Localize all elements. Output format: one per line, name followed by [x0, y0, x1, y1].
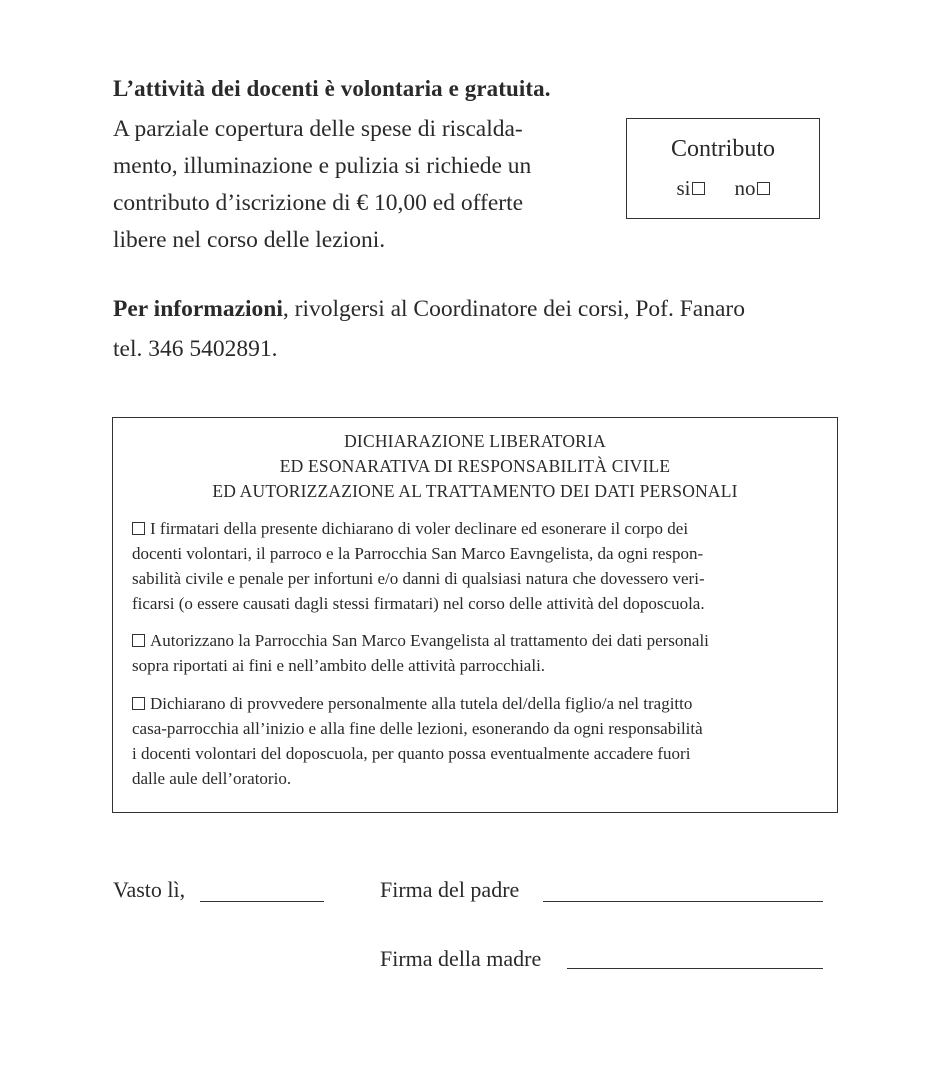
clause-text: Dichiarano di provvedere personalmente alla tutela del/della figlio/a nel tragitto [150, 694, 693, 713]
intro-line: mento, illuminazione e pulizia si richiede un [113, 153, 532, 179]
checkbox-icon[interactable] [132, 634, 145, 647]
clause-3-line: dalle aule dell’oratorio. [132, 769, 292, 788]
father-signature-label: Firma del padre [380, 877, 520, 902]
contribution-title: Contributo [670, 136, 775, 162]
intro-line: contributo d’iscrizione di € 10,00 ed offerte [113, 190, 524, 216]
clause-2-line [132, 631, 709, 651]
checkbox-icon[interactable] [132, 522, 145, 535]
place-label: Vasto lì, [113, 877, 186, 902]
declaration-title: ED AUTORIZZAZIONE AL TRATTAMENTO DEI DATI PERSONALI [212, 481, 738, 501]
clause-1-line: ficarsi (o essere causati dagli stessi firmatari) nel corso delle attività del doposcuola. [132, 594, 705, 613]
clause-1-line [132, 519, 688, 539]
contribution-box [626, 118, 820, 219]
declaration-title: DICHIARAZIONE LIBERATORIA [344, 431, 606, 451]
checkbox-icon[interactable] [692, 182, 705, 195]
declaration-title: ED ESONARATIVA DI RESPONSABILITÀ CIVILE [279, 456, 671, 476]
place-field[interactable] [200, 901, 324, 902]
mother-signature-label: Firma della madre [380, 946, 542, 971]
intro-line: libere nel corso delle lezioni. [113, 227, 386, 253]
info-phone: tel. 346 5402891. [113, 336, 278, 362]
contribution-no-label: no [734, 176, 756, 200]
clause-text: I firmatari della presente dichiarano di voler declinare ed esonerare il corpo dei [150, 519, 689, 538]
contribution-yes-label: si [676, 176, 691, 200]
father-signature-field[interactable] [543, 901, 823, 902]
checkbox-icon[interactable] [757, 182, 770, 195]
clause-3-line [132, 694, 692, 714]
intro-line: A parziale copertura delle spese di riscalda- [113, 116, 523, 142]
clause-3-line: casa-parrocchia all’inizio e alla fine delle lezioni, esonerando da ogni responsabilità [132, 719, 703, 738]
clause-2-line: sopra riportati ai fini e nell’ambito delle attività parrocchiali. [132, 656, 546, 675]
contribution-yes-option[interactable] [676, 176, 704, 200]
declaration-box [112, 417, 838, 813]
info-line [113, 296, 745, 323]
contribution-options [627, 176, 819, 201]
mother-signature-field[interactable] [567, 968, 823, 969]
section-heading: L’attività dei docenti è volontaria e gratuita. [113, 76, 551, 101]
clause-1-line: sabilità civile e penale per infortuni e/o danni di qualsiasi natura che dovessero veri- [132, 569, 705, 588]
clause-3-line: i docenti volontari del doposcuola, per quanto possa eventualmente accadere fuori [132, 744, 691, 763]
info-label: Per informazioni [113, 296, 283, 322]
contribution-no-option[interactable] [735, 176, 770, 200]
info-text: , rivolgersi al Coordinatore dei corsi, Pof. Fanaro [282, 296, 745, 322]
clause-1-line: docenti volontari, il parroco e la Parrocchia San Marco Eavngelista, da ogni respon- [132, 544, 704, 563]
checkbox-icon[interactable] [132, 697, 145, 710]
clause-text: Autorizzano la Parrocchia San Marco Evangelista al trattamento dei dati personali [150, 631, 709, 650]
